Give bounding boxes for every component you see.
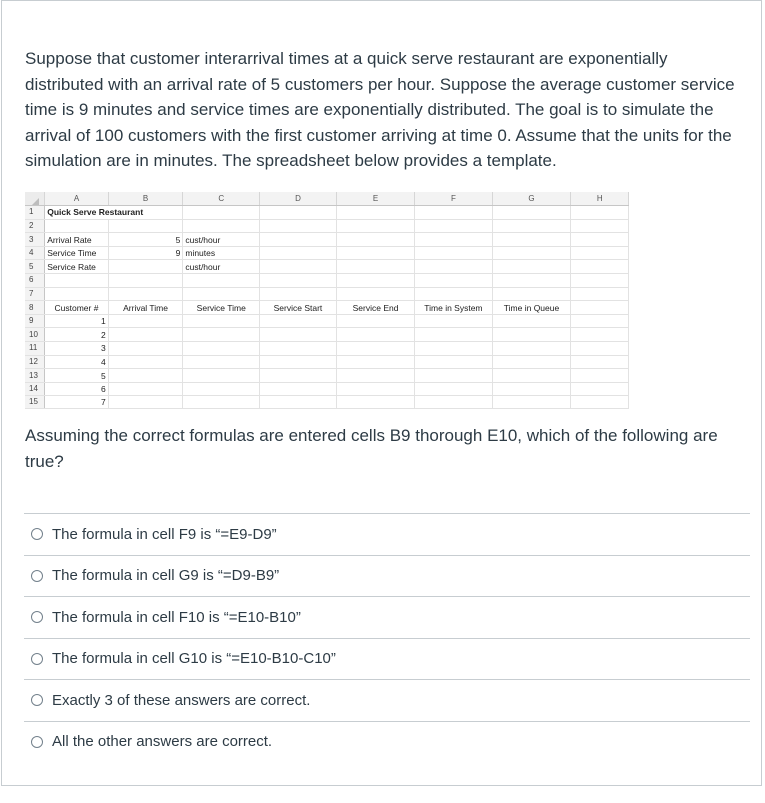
radio-button[interactable]	[31, 653, 43, 665]
column-label: Customer #	[45, 301, 108, 315]
customer-number: 6	[45, 382, 108, 396]
param-unit: cust/hour	[183, 233, 260, 247]
answer-option[interactable]	[24, 679, 750, 721]
answer-option[interactable]	[24, 638, 750, 680]
param-label: Service Time	[45, 246, 108, 260]
row-header: 9	[25, 314, 45, 328]
row-header: 5	[25, 260, 45, 274]
sheet-title: Quick Serve Restaurant	[45, 206, 183, 220]
corner-cell	[25, 192, 45, 206]
customer-number: 1	[45, 314, 108, 328]
row-header: 6	[25, 274, 45, 288]
row-header: 14	[25, 382, 45, 396]
row-header: 4	[25, 246, 45, 260]
radio-button[interactable]	[31, 611, 43, 623]
radio-button[interactable]	[31, 694, 43, 706]
row-header: 10	[25, 328, 45, 342]
row-header: 11	[25, 342, 45, 356]
radio-button[interactable]	[31, 570, 43, 582]
row-header: 12	[25, 355, 45, 369]
param-label: Arrival Rate	[45, 233, 108, 247]
column-label: Time in System	[415, 301, 492, 315]
param-label: Service Rate	[45, 260, 108, 274]
row-header: 7	[25, 287, 45, 301]
param-unit: cust/hour	[183, 260, 260, 274]
col-header-f: F	[415, 192, 492, 206]
param-unit: minutes	[183, 246, 260, 260]
customer-number: 7	[45, 396, 108, 409]
answer-label[interactable]: The formula in cell F10 is “=E10-B10”	[52, 608, 301, 626]
row-header: 15	[25, 396, 45, 409]
answer-label[interactable]: All the other answers are correct.	[52, 733, 273, 751]
customer-number: 5	[45, 369, 108, 383]
param-value: 5	[108, 233, 183, 247]
row-header: 1	[25, 206, 45, 220]
column-label: Service Start	[260, 301, 337, 315]
answer-option[interactable]	[24, 513, 750, 555]
col-header-c: C	[183, 192, 260, 206]
col-header-b: B	[108, 192, 183, 206]
col-header-g: G	[492, 192, 571, 206]
col-header-d: D	[260, 192, 337, 206]
param-value	[108, 260, 183, 274]
answer-label[interactable]: The formula in cell F9 is “=E9-D9”	[52, 525, 277, 543]
answer-label[interactable]: The formula in cell G10 is “=E10-B10-C10”	[52, 650, 336, 668]
column-label: Arrival Time	[108, 301, 183, 315]
row-header: 8	[25, 301, 45, 315]
row-header: 13	[25, 369, 45, 383]
column-label: Service End	[336, 301, 414, 315]
followup-question: Assuming the correct formulas are entered cells B9 thorough E10, which of the following are true?	[25, 426, 718, 471]
col-header-e: E	[336, 192, 414, 206]
col-header-h: H	[571, 192, 629, 206]
answer-option[interactable]	[24, 596, 750, 638]
answer-list	[24, 513, 750, 762]
answer-label[interactable]: Exactly 3 of these answers are correct.	[52, 691, 311, 709]
customer-number: 2	[45, 328, 108, 342]
answer-option[interactable]	[24, 721, 750, 763]
answer-label[interactable]: The formula in cell G9 is “=D9-B9”	[52, 567, 280, 585]
question-text: Suppose that customer interarrival times at a quick serve restaurant are exponentially distributed with an arrival rate of 5 customers per hour. Suppose the average customer service time is 9 minutes and service times are exponentially distributed. The goal is to simulate the arrival of 100 customers with the first customer arriving at time 0. Assume that the units for the simulation are in minutes. The spreadsheet below provides a template.	[25, 49, 735, 171]
answer-option[interactable]	[24, 555, 750, 597]
spreadsheet-image	[25, 192, 629, 409]
col-header-a: A	[45, 192, 108, 206]
customer-number: 4	[45, 355, 108, 369]
column-label: Time in Queue	[492, 301, 571, 315]
param-value: 9	[108, 246, 183, 260]
radio-button[interactable]	[31, 528, 43, 540]
row-header: 2	[25, 219, 45, 233]
row-header: 3	[25, 233, 45, 247]
column-label: Service Time	[183, 301, 260, 315]
customer-number: 3	[45, 342, 108, 356]
radio-button[interactable]	[31, 736, 43, 748]
